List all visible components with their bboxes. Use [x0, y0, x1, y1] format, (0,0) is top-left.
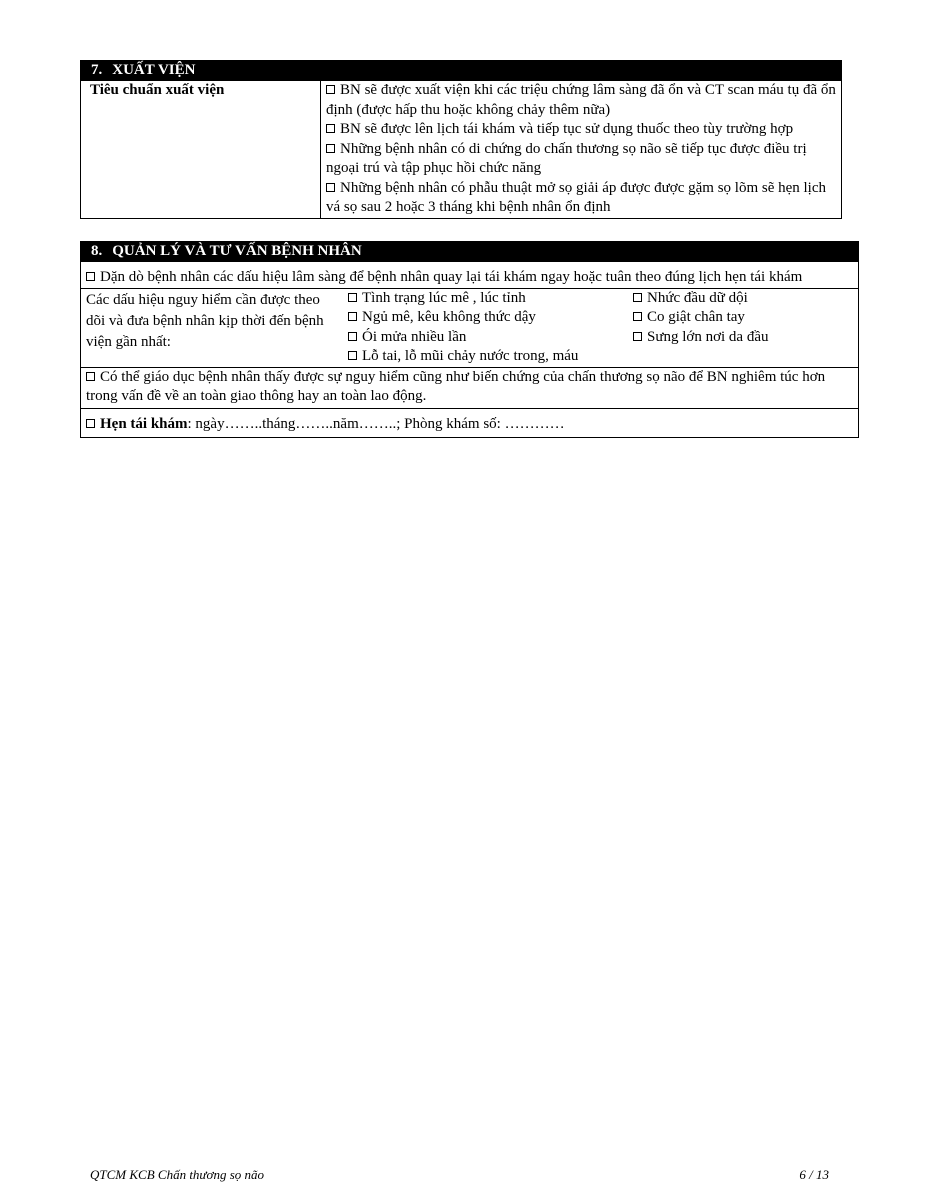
section-7-table: [80, 60, 842, 219]
checkbox-icon[interactable]: [633, 293, 642, 302]
education-cell: [81, 367, 859, 408]
checkbox-icon[interactable]: [326, 183, 335, 192]
criteria-item-text: BN sẽ được xuất viện khi các triệu chứng lâm sàng đã ổn và CT scan máu tụ đã ổn định (được hấp thu hoặc không chảy thêm nữa): [326, 82, 836, 118]
checkbox-icon[interactable]: [633, 312, 642, 321]
checkbox-icon[interactable]: [633, 332, 642, 341]
discharge-criteria-label: Tiêu chuẩn xuất viện: [81, 81, 321, 219]
danger-sign-item: Nhức đầu dữ dội: [633, 289, 858, 309]
checkbox-icon[interactable]: [348, 312, 357, 321]
footer-page-number: 6 / 13: [799, 1167, 829, 1182]
criteria-item: [326, 81, 836, 120]
danger-sign-item: Sưng lớn nơi da đầu: [633, 328, 858, 348]
followup-cell: [81, 408, 859, 438]
section-7-header: [81, 61, 842, 81]
section-8-number: 8.: [91, 243, 103, 259]
followup-label: Hẹn tái khám: [100, 415, 188, 432]
checkbox-icon[interactable]: [86, 419, 95, 428]
followup-text: : ngày……..tháng……..năm……..; Phòng khám số: …………: [187, 415, 565, 432]
section-8-title: QUẢN LÝ VÀ TƯ VẤN BỆNH NHÂN: [112, 243, 362, 259]
danger-signs-cell: [81, 288, 859, 367]
education-text: Có thể giáo dục bệnh nhân thấy được sự nguy hiểm cũng như biến chứng của chấn thương sọ não để BN nghiêm túc hơn trong vấn đề về an toàn giao thông hay an toàn lao động.: [86, 368, 826, 404]
criteria-item: [326, 179, 836, 218]
danger-sign-item: Ói mửa nhiều lần: [348, 328, 633, 348]
danger-signs-column-b: [633, 289, 858, 367]
footer-document-title: QTCM KCB Chấn thương sọ não: [90, 1167, 265, 1182]
checkbox-icon[interactable]: [326, 85, 335, 94]
criteria-item-text: Những bệnh nhân có phẫu thuật mở sọ giải áp được được gặm sọ lõm sẽ hẹn lịch vá sọ sau 2 hoặc 3 tháng khi bệnh nhân ổn định: [326, 179, 827, 215]
instruction-cell: [81, 262, 859, 289]
checkbox-icon[interactable]: [348, 351, 357, 360]
discharge-criteria-list: [321, 81, 842, 219]
criteria-item-text: BN sẽ được lên lịch tái khám và tiếp tục sử dụng thuốc theo tùy trường hợp: [340, 121, 794, 137]
danger-signs-label: Các dấu hiệu nguy hiểm cần được theo dõi và đưa bệnh nhân kịp thời đến bệnh viện gần nhất:: [86, 291, 324, 350]
section-7-number: 7.: [91, 62, 103, 78]
checkbox-icon[interactable]: [86, 272, 95, 281]
checkbox-icon[interactable]: [326, 124, 335, 133]
section-8-table: [80, 241, 859, 438]
checkbox-icon[interactable]: [86, 372, 95, 381]
criteria-item: [326, 120, 836, 140]
criteria-item: [326, 140, 836, 179]
danger-sign-item: Co giật chân tay: [633, 308, 858, 328]
criteria-item-text: Những bệnh nhân có di chứng do chấn thương sọ não sẽ tiếp tục được điều trị ngoại trú và tập phục hồi chức năng: [326, 140, 807, 176]
danger-sign-item: Lỗ tai, lỗ mũi chảy nước trong, máu: [348, 347, 633, 367]
checkbox-icon[interactable]: [348, 293, 357, 302]
section-8-header: [81, 242, 859, 262]
instruction-text: Dặn dò bệnh nhân các dấu hiệu lâm sàng để bệnh nhân quay lại tái khám ngay hoặc tuân theo đúng lịch hẹn tái khám: [100, 269, 803, 285]
danger-sign-item: Ngủ mê, kêu không thức dậy: [348, 308, 633, 328]
danger-sign-item: Tình trạng lúc mê , lúc tỉnh: [348, 289, 633, 309]
checkbox-icon[interactable]: [326, 144, 335, 153]
checkbox-icon[interactable]: [348, 332, 357, 341]
danger-signs-column-a: [338, 289, 633, 367]
section-7-title: XUẤT VIỆN: [112, 62, 196, 78]
